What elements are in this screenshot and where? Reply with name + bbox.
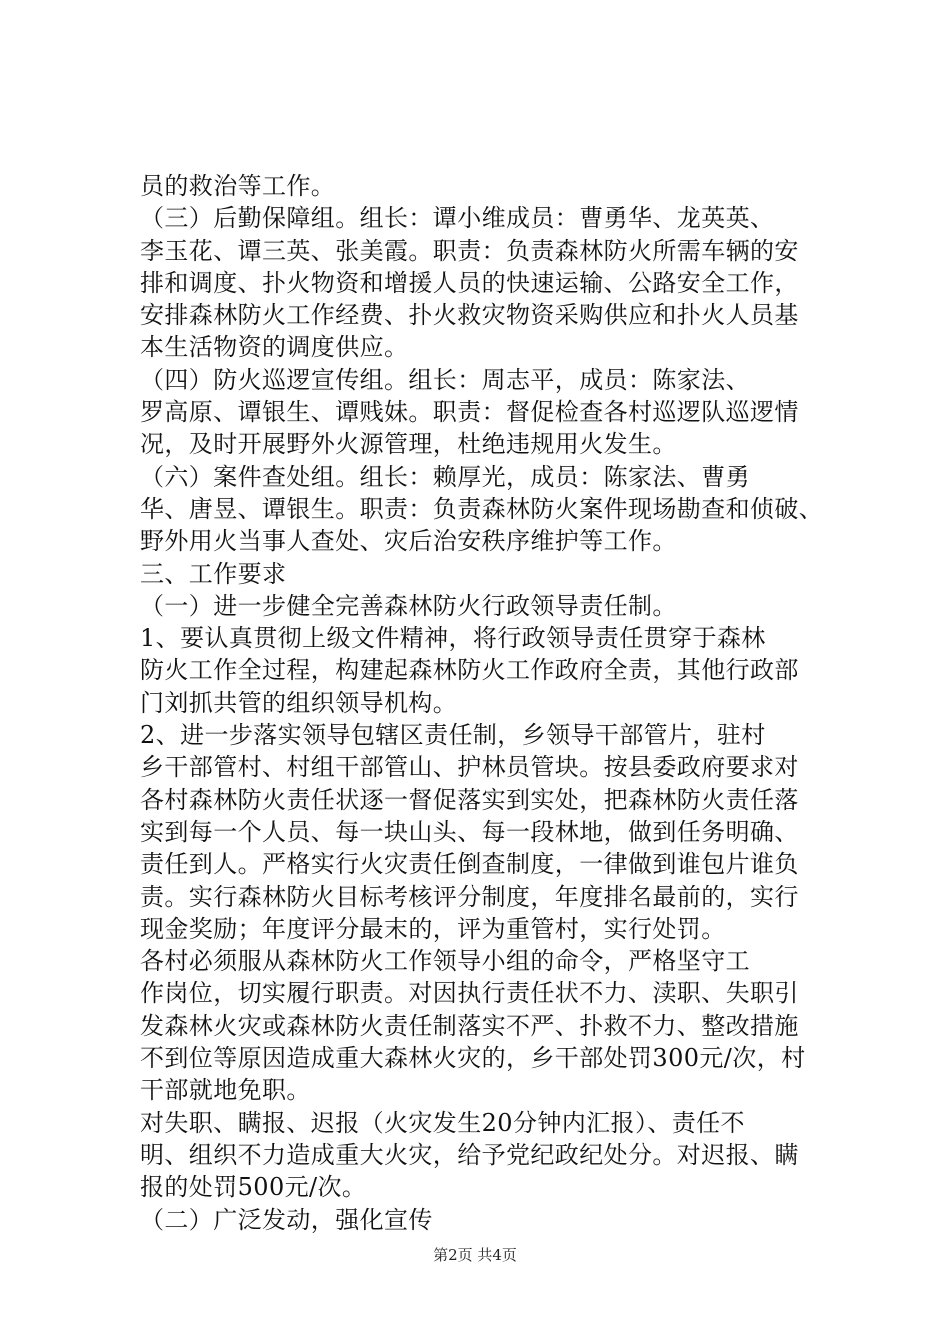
document-body [140, 170, 828, 1236]
text-line: 李玉花、谭三英、张美霞。职责：负责森林防火所需车辆的安 [140, 236, 799, 265]
text-line: （四）防火巡逻宣传组。组长：周志平，成员：陈家法、 [140, 365, 750, 394]
text-line: 对失职、瞒报、迟报（火灾发生20分钟内汇报）、责任不 [140, 1108, 745, 1137]
text-line: 责任到人。严格实行火灾责任倒查制度，一律做到谁包片谁负 [140, 850, 799, 879]
page-number-footer: 第2页 共4页 [433, 1246, 517, 1264]
subsection-heading: （一）进一步健全完善森林防火行政领导责任制。 [140, 591, 677, 620]
text-line: 现金奖励；年度评分最末的，评为重管村，实行处罚。 [140, 914, 726, 943]
text-line: 安排森林防火工作经费、扑火救灾物资采购供应和扑火人员基 [140, 301, 799, 330]
text-line: 责。实行森林防火目标考核评分制度，年度排名最前的，实行 [140, 882, 799, 911]
text-line: 野外用火当事人查处、灾后治安秩序维护等工作。 [140, 527, 677, 556]
text-line: 本生活物资的调度供应。 [140, 333, 409, 362]
text-line: 明、组织不力造成重大火灾，给予党纪政纪处分。对迟报、瞒 [140, 1140, 799, 1169]
text-line: （六）案件查处组。组长：赖厚光，成员：陈家法、曹勇 [140, 462, 750, 491]
text-line: 作岗位，切实履行职责。对因执行责任状不力、渎职、失职引 [140, 979, 799, 1008]
text-line: 2、进一步落实领导包辖区责任制，乡领导干部管片，驻村 [140, 721, 766, 750]
text-line: 1、要认真贯彻上级文件精神，将行政领导责任贯穿于森林 [140, 624, 766, 653]
subsection-heading: （二）广泛发动，强化宣传 [140, 1205, 433, 1234]
text-line: 防火工作全过程，构建起森林防火工作政府全责，其他行政部 [140, 656, 799, 685]
section-heading: 三、工作要求 [140, 559, 287, 588]
text-line: 报的处罚500元/次。 [140, 1173, 367, 1202]
text-line: 实到每一个人员、每一块山头、每一段林地，做到任务明确、 [140, 817, 799, 846]
text-line: 不到位等原因造成重大森林火灾的，乡干部处罚300元/次，村 [140, 1044, 806, 1073]
text-line: 况，及时开展野外火源管理，杜绝违规用火发生。 [140, 430, 677, 459]
text-line: 门刘抓共管的组织领导机构。 [140, 688, 458, 717]
text-line: 发森林火灾或森林防火责任制落实不严、扑救不力、整改措施 [140, 1011, 799, 1040]
text-line: 各村森林防火责任状逐一督促落实到实处，把森林防火责任落 [140, 785, 799, 814]
text-line: 罗高原、谭银生、谭贱妹。职责：督促检查各村巡逻队巡逻情 [140, 398, 799, 427]
text-line: 乡干部管村、村组干部管山、护林员管块。按县委政府要求对 [140, 753, 799, 782]
text-line: 干部就地免职。 [140, 1076, 311, 1105]
text-line: 排和调度、扑火物资和增援人员的快速运输、公路安全工作， [140, 268, 799, 297]
text-line: （三）后勤保障组。组长：谭小维成员：曹勇华、龙英英、 [140, 204, 775, 233]
text-line: 华、唐昱、谭银生。职责：负责森林防火案件现场勘查和侦破、 [140, 494, 824, 523]
text-line: 各村必须服从森林防火工作领导小组的命令，严格坚守工 [140, 947, 750, 976]
text-line: 员的救治等工作。 [140, 172, 336, 200]
